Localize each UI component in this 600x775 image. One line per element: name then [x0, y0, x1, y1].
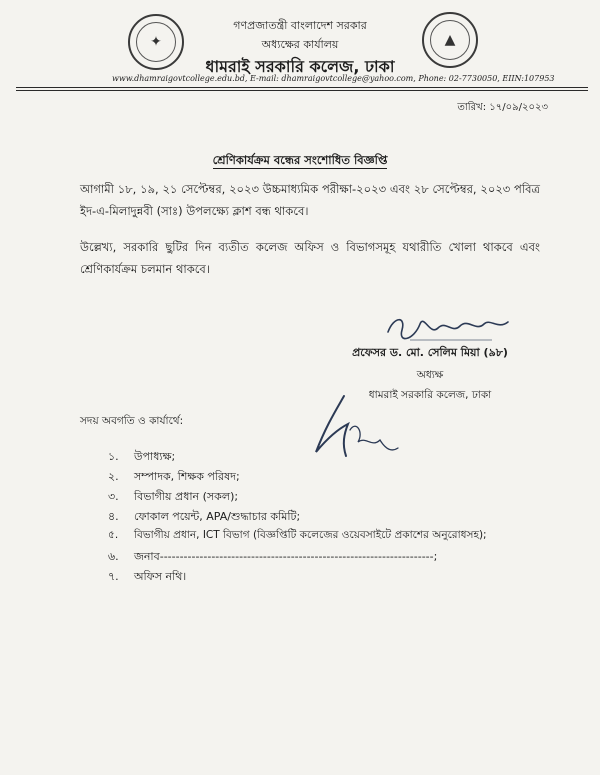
- header-rule-thin: [16, 90, 588, 91]
- distribution-item: ১. উপাধ্যক্ষ;: [108, 450, 176, 463]
- distribution-item: ৩. বিভাগীয় প্রধান (সকল);: [108, 490, 239, 503]
- government-seal-icon: ✦: [128, 14, 184, 70]
- distribution-item: ৬. জনাব---------------------------------------------------------------------;: [108, 550, 438, 563]
- header-institution: ধামরাই সরকারি কলেজ, ঢাকা: [205, 57, 395, 76]
- distribution-item: ২. সম্পাদক, শিক্ষক পরিষদ;: [108, 470, 240, 483]
- header-contact: www.dhamraigovtcollege.edu.bd, E-mail: dhamraigovtcollege@yahoo.com, Phone: 02-7730050, EIIN:107953: [112, 74, 555, 83]
- header-rule: [16, 87, 588, 88]
- signatory-name: প্রফেসর ড. মো. সেলিম মিয়া (৯৮): [352, 346, 508, 359]
- distribution-item: ৭. অফিস নথি।: [108, 570, 187, 583]
- signatory-title: অধ্যক্ষ: [416, 369, 444, 381]
- distribution-item: ৫. বিভাগীয় প্রধান, ICT বিভাগ (বিজ্ঞপ্তিটি কলেজের ওয়েবসাইটে প্রকাশের অনুরোধসহ);: [108, 529, 487, 541]
- distribution-heading: সদয় অবগতি ও কার্যার্থে:: [80, 415, 184, 427]
- notice-paragraph-2: উল্লেখ্য, সরকারি ছুটির দিন ব্যতীত কলেজ অফিস ও বিভাগসমূহ যথারীতি খোলা থাকবে এবং শ্রেণিকার্যক্রম চলমান থাকবে।: [80, 240, 540, 276]
- header-office: অধ্যক্ষের কার্যালয়: [261, 38, 339, 51]
- notice-subject-text: শ্রেণিকার্যক্রম বন্ধের সংশোধিত বিজ্ঞপ্তি: [212, 153, 388, 167]
- notice-subject: [0, 152, 600, 171]
- notice-paragraph-1: আগামী ১৮, ১৯, ২১ সেপ্টেম্বর, ২০২৩ উচ্চমাধ্যমিক পরীক্ষা-২০২৩ এবং ২৮ সেপ্টেম্বর, ২০২৩ পবিত্র ইদ-এ-মিলাদুন্নবী (সাঃ) উপলক্ষ্যে ক্লাশ বন্ধ থাকবে।: [80, 182, 540, 218]
- college-logo-icon: ▲: [422, 12, 478, 68]
- notice-date: তারিখ: ১৭/০৯/২০২৩: [457, 102, 548, 113]
- signatory-org: ধামরাই সরকারি কলেজ, ঢাকা: [368, 389, 492, 401]
- distribution-item: ৪. ফোকাল পয়েন্ট, APA/শুদ্ধাচার কমিটি;: [108, 510, 301, 523]
- header-government: গণপ্রজাতন্ত্রী বাংলাদেশ সরকার: [233, 19, 367, 32]
